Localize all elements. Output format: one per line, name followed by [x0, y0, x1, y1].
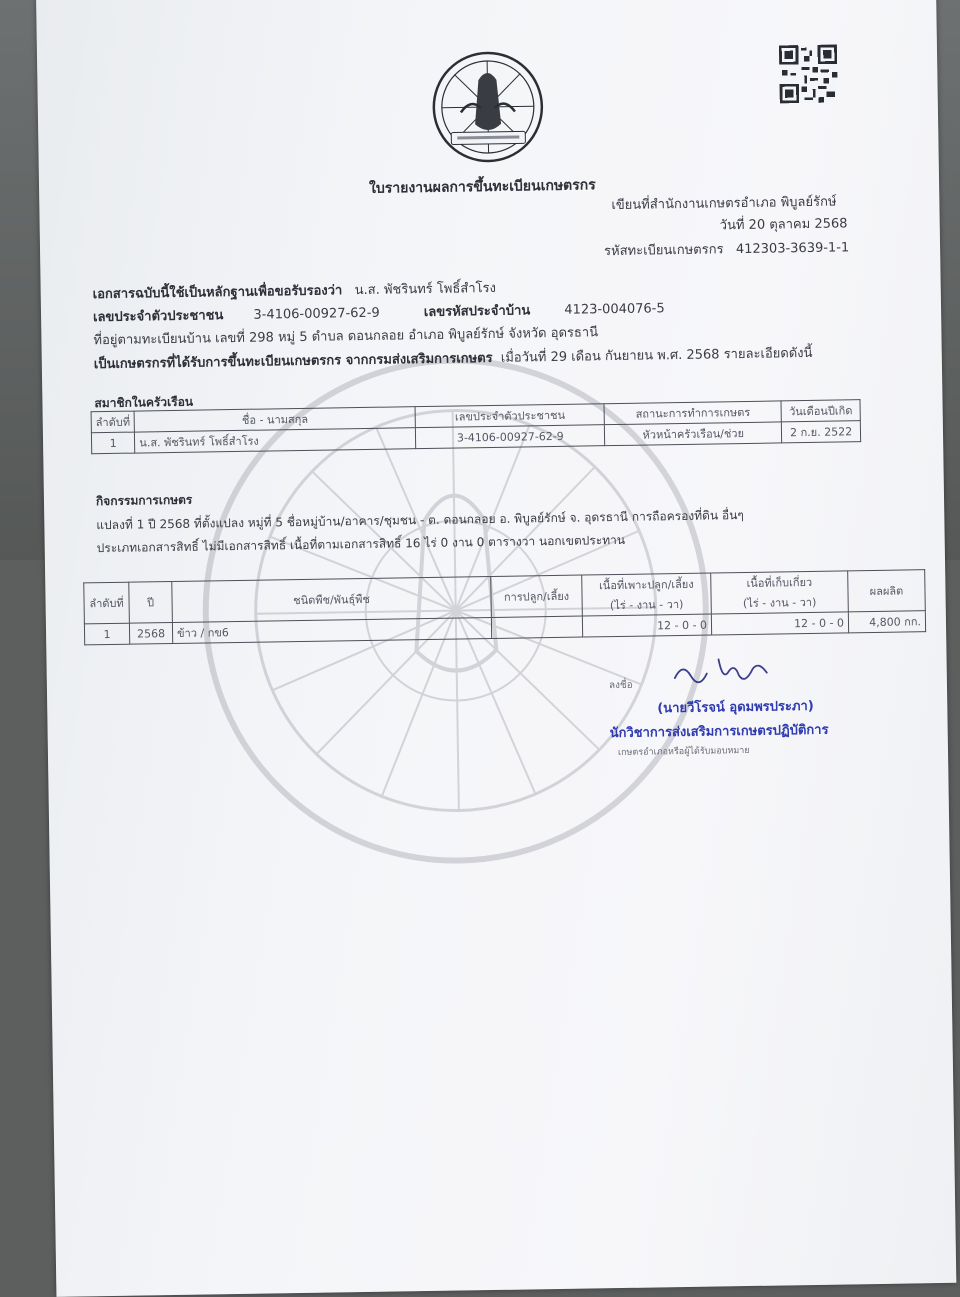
- col-no: ลำดับที่: [91, 411, 135, 433]
- department-logo: [430, 49, 546, 165]
- cell-status: หัวหน้าครัวเรือน/ช่วย: [605, 422, 782, 446]
- activity-table: [83, 569, 926, 645]
- household-table: [91, 399, 862, 454]
- registered-date: เมื่อวันที่ 29 เดือน กันยายน พ.ศ. 2568 รายละเอียดดังนี้: [500, 345, 813, 366]
- id-label: เลขประจำตัวประชาชน: [92, 308, 224, 326]
- registered-prefix: เป็นเกษตรกรที่ได้รับการขึ้นทะเบียนเกษตรกร จากกรมส่งเสริมการเกษตร: [93, 350, 493, 373]
- cell-no: 1: [84, 623, 129, 645]
- cell-yield: 4,800 กก.: [848, 611, 925, 633]
- cell-id: 3-4106-00927-62-9: [416, 425, 605, 449]
- house-code-label: เลขรหัสประจำบ้าน: [423, 303, 531, 321]
- plot-line: แปลงที่ 1 ปี 2568 ที่ตั้งแปลง หมู่ที่ 5 ชื่อหมู่บ้าน/อาคาร/ชุมชน - ต. ดอนกลอย อ. พิบูลย์รักษ์ จ. อุดรธานี การถือครองที่ดิน อื่นๆ: [96, 508, 744, 533]
- written-at: เขียนที่สำนักงานเกษตรอำเภอ พิบูลย์รักษ์: [611, 194, 837, 214]
- cell-dob: 2 ก.ย. 2522: [782, 421, 861, 443]
- cell-name: น.ส. พัชรินทร์ โพธิ์สำโรง: [135, 428, 416, 453]
- registration-value: 412303-3639-1-1: [735, 240, 850, 258]
- cell-area-planted: 12 - 0 - 0: [582, 614, 711, 637]
- col-planting: การปลูก/เลี้ยง: [491, 575, 583, 617]
- document-page: [36, 0, 956, 1297]
- id-value: 3-4106-00927-62-9: [253, 305, 380, 323]
- document-title: ใบรายงานผลการขึ้นทะเบียนเกษตรกร: [368, 177, 596, 197]
- col-dob: วันเดือนปีเกิด: [781, 400, 860, 422]
- house-code-value: 4123-004076-5: [564, 301, 665, 318]
- cell-year: 2568: [129, 623, 172, 645]
- col-year: ปี: [129, 582, 173, 624]
- col-no: ลำดับที่: [84, 582, 130, 624]
- col-id: เลขประจำตัวประชาชน: [415, 404, 604, 428]
- cell-no: 1: [91, 432, 135, 454]
- handwritten-signature: [666, 651, 777, 693]
- address-line: ที่อยู่ตามทะเบียนบ้าน เลขที่ 298 หมู่ 5 ตำบล ดอนกลอย อำเภอ พิบูลย์รักษ์ จังหวัด อุดรธานี: [93, 325, 599, 349]
- col-name: ชื่อ - นามสกุล: [134, 407, 415, 432]
- registration-number: [604, 236, 849, 261]
- col-yield: ผลผลิต: [848, 570, 926, 612]
- col-area-planted: เนื้อที่เพาะปลูก/เลี้ยง: [582, 573, 711, 596]
- col-area-harvested: เนื้อที่เก็บเกี่ยว: [711, 571, 848, 594]
- intro-label: เอกสารฉบับนี้ใช้เป็นหลักฐานเพื่อขอรับรองว่า: [92, 283, 343, 303]
- signer-name: (นายวีโรจน์ อุดมพรประภา): [657, 698, 814, 717]
- activity-heading: กิจกรรมการเกษตร: [95, 492, 193, 509]
- cell-area-harvested: 12 - 0 - 0: [711, 612, 848, 635]
- signer-position: นักวิชาการส่งเสริมการเกษตรปฏิบัติการ: [609, 722, 829, 742]
- sign-label: ลงชื่อ: [608, 679, 633, 692]
- col-area-harvested-unit: (ไร่ - งาน - วา): [711, 591, 848, 614]
- doc-line: ประเภทเอกสารสิทธิ์ ไม่มีเอกสารสิทธิ์ เนื้อที่ตามเอกสารสิทธิ์ 16 ไร่ 0 งาน 0 ตารางวา นอกเขตประทาน: [96, 532, 626, 556]
- person-name: น.ส. พัชรินทร์ โพธิ์สำโรง: [354, 280, 497, 299]
- col-area-planted-unit: (ไร่ - งาน - วา): [582, 594, 711, 617]
- cell-planting: [491, 616, 582, 638]
- qr-code: [779, 44, 838, 103]
- cell-crop: ข้าว / กข6: [172, 617, 491, 643]
- signer-note: เกษตรอำเภอหรือผู้ได้รับมอบหมาย: [617, 745, 750, 759]
- registration-label: รหัสทะเบียนเกษตรกร: [604, 242, 724, 260]
- col-status: สถานะการทำการเกษตร: [604, 401, 781, 425]
- household-heading: สมาชิกในครัวเรือน: [94, 394, 194, 411]
- col-crop: ชนิดพืช/พันธุ์พืช: [172, 576, 492, 622]
- document-date: วันที่ 20 ตุลาคม 2568: [719, 216, 848, 234]
